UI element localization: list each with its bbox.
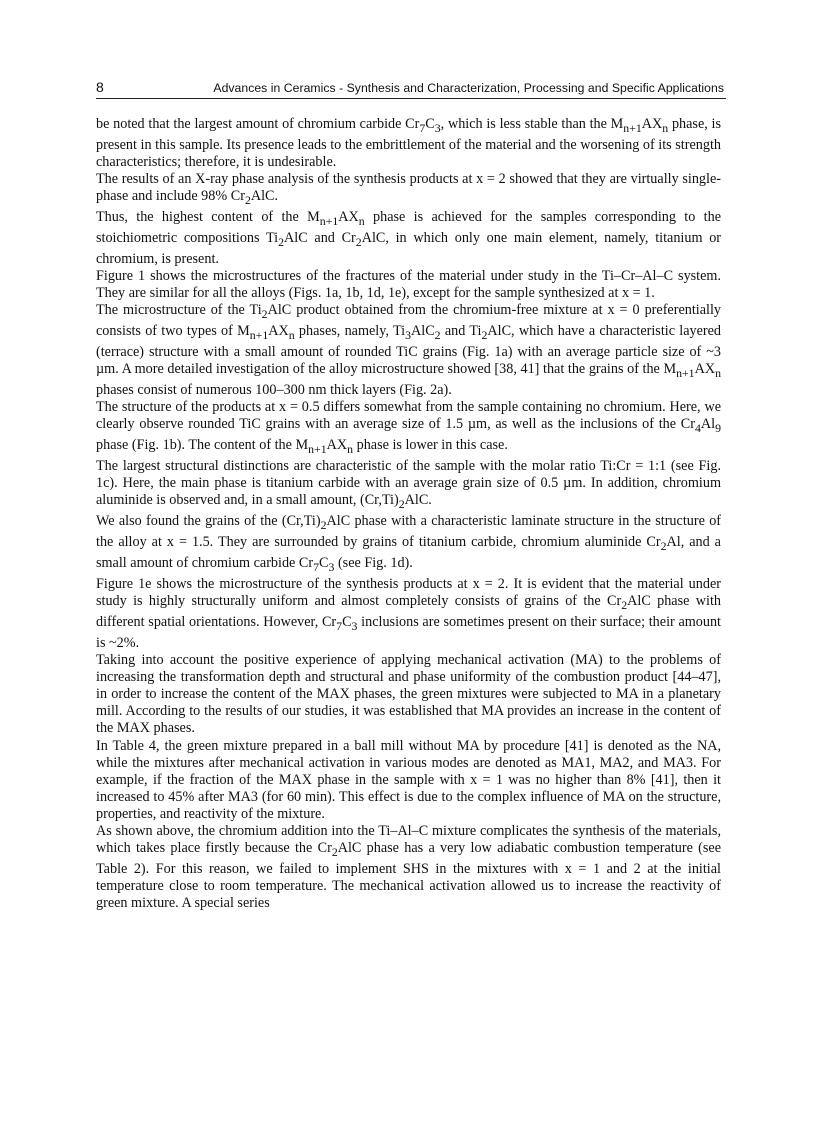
body-paragraph: The results of an X-ray phase analysis of the synthesis products at x = 2 showed that they are virtually single-phase and include 98% $Cr_2AlC$. xyxy=(96,171,721,208)
body-paragraph: be noted that the largest amount of chromium carbide $Cr_7C_3$, which is less stable than the $M_{n+1}AX_n$ phase, is present in this sample. Its presence leads to the embrittlement of the material and the worsening of its strength characteristics; therefore, it is undesirable. xyxy=(96,116,721,171)
body-paragraph: The microstructure of the $Ti_2AlC$ product obtained from the chromium-free mixture at x = 0 preferentially consists of two types of $M_{n+1}AX_n$ phases, namely, $Ti_3AlC_2$ and $Ti_2AlC$, which have a characteristic layered (terrace) structure with a small amount of rounded TiC grains (Fig. 1a) with an average particle size of ~3 µm. A more detailed investigation of the alloy microstructure showed [38, 41] that the grains of the $M_{n+1}AX_n$ phases consist of numerous 100–300 nm thick layers (Fig. 2a). xyxy=(96,302,722,399)
body-paragraph: Taking into account the positive experience of applying mechanical activation (MA) to the problems of increasing the transformation depth and structural and phase uniformity of the combustion product [44–47], in order to increase the content of the MAX phases, the green mixtures were subjected to MA in a planetary mill. According to the results of our studies, it was established that MA provides an increase in the content of the MAX phases. xyxy=(96,652,721,737)
body-paragraph: As shown above, the chromium addition into the Ti–Al–C mixture complicates the synthesis of the materials, which takes place firstly because the $Cr_2AlC$ phase has a very low adiabatic combustion temperature (see Table 2). For this reason, we failed to implement SHS in the mixtures with x = 1 and 2 at the initial temperature close to room temperature. The mechanical activation allowed us to increase the reactivity of green mixture. A special series xyxy=(96,822,721,912)
page-number: 8 xyxy=(96,79,104,95)
body-paragraph: The structure of the products at x = 0.5 differs somewhat from the sample containing no chromium. Here, we clearly observe rounded TiC grains with an average size of 1.5 µm, as well as the inclusions of the $Cr_4Al_9$ phase (Fig. 1b). The content of the $M_{n+1}AX_n$ phase is lower in this case. xyxy=(96,399,721,457)
body-paragraph: Figure 1 shows the microstructures of the fractures of the material under study in the Ti–Cr–Al–C system. They are similar for all the alloys (Figs. 1a, 1b, 1d, 1e), except for the sample synthesized at x = 1. xyxy=(96,268,721,302)
running-title: Advances in Ceramics - Synthesis and Characterization, Processing and Specific Applications xyxy=(213,81,724,95)
body-paragraph: The largest structural distinctions are characteristic of the sample with the molar ratio Ti:Cr = 1:1 (see Fig. 1c). Here, the main phase is titanium carbide with an average grain size of 0.5 µm. In addition, chromium aluminide is observed and, in a small amount, $(Cr,Ti)_2AlC$. xyxy=(96,458,721,512)
body-text xyxy=(96,116,721,912)
body-paragraph: Figure 1e shows the microstructure of the synthesis products at x = 2. It is evident that the material under study is highly structurally uniform and almost completely consists of grains of the $Cr_2AlC$ phase with different spatial orientations. However, $Cr_7C_3$ inclusions are sometimes present on their surface; their amount is ~2%. xyxy=(96,576,722,651)
body-paragraph: Thus, the highest content of the $M_{n+1}AX_n$ phase is achieved for the samples corresponding to the stoichiometric compositions $Ti_2AlC$ and $Cr_2AlC$, in which only one main element, namely, titanium or chromium, is present. xyxy=(96,209,722,267)
body-paragraph: In Table 4, the green mixture prepared in a ball mill without MA by procedure [41] is denoted as the NA, while the mixtures after mechanical activation in various modes are denoted as MA1, MA2, and MA3. For example, if the fraction of the MAX phase in the sample with x = 1 was no higher than 8% [41], then it increased to 45% after MA3 (for 60 min). This effect is due to the complex influence of MA on the structure, properties, and reactivity of the mixture. xyxy=(96,737,721,822)
body-paragraph: We also found the grains of the $(Cr,Ti)_2AlC$ phase with a characteristic laminate structure in the structure of the alloy at x = 1.5. They are surrounded by grains of titanium carbide, chromium aluminide $Cr_2Al$, and a small amount of chromium carbide $Cr_7C_3$ (see Fig. 1d). xyxy=(96,513,722,574)
running-header xyxy=(96,78,726,99)
